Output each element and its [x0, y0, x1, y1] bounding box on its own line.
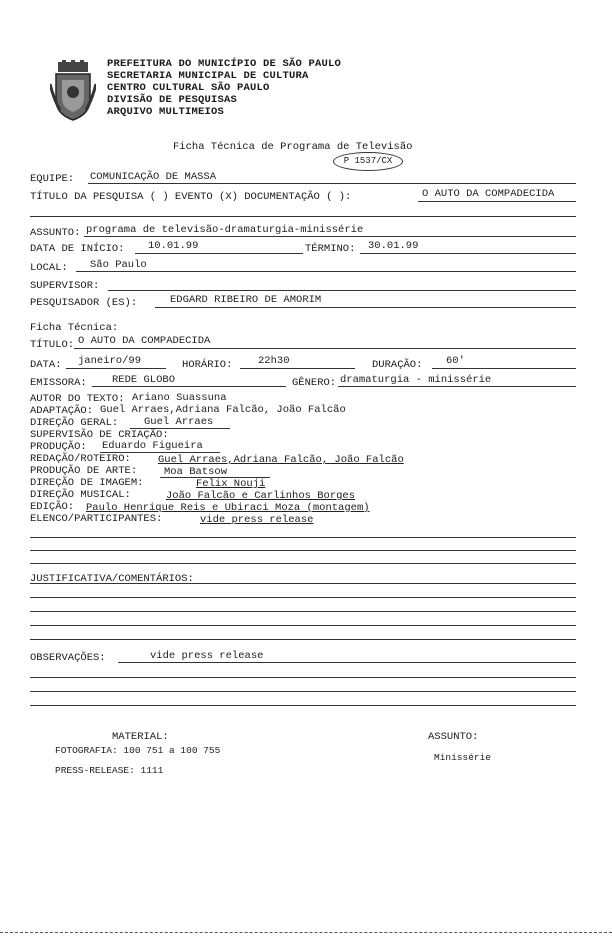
redacao-value: Guel Arraes,Adriana Falcão, João Falcão	[158, 454, 404, 466]
direcao-imagem-label: DIREÇÃO DE IMAGEM:	[30, 477, 144, 489]
edicao-value: Paulo Henrique Reis e Ubiraci Moza (montagem)	[86, 502, 370, 514]
ficha-titulo-label: TÍTULO:	[30, 339, 75, 351]
direcao-imagem-value: Felix Nouji	[196, 478, 266, 490]
equipe-label: EQUIPE:	[30, 173, 75, 185]
genero-value: dramaturgia - minissérie	[340, 374, 492, 386]
autor-label: AUTOR DO TEXTO:	[30, 393, 125, 405]
material-fotografia: FOTOGRAFIA: 100 751 a 100 755	[55, 745, 221, 756]
header-line-4: DIVISÃO DE PESQUISAS	[107, 94, 238, 106]
assunto-label: ASSUNTO:	[30, 227, 81, 239]
producao-label: PRODUÇÃO:	[30, 441, 87, 453]
emissora-label: EMISSORA:	[30, 377, 87, 389]
ficha-titulo-value: O AUTO DA COMPADECIDA	[78, 335, 211, 347]
local-label: LOCAL:	[30, 262, 68, 274]
horario-label: HORÁRIO:	[182, 359, 233, 371]
termino-value: 30.01.99	[368, 240, 419, 252]
genero-label: GÊNERO:	[292, 377, 337, 389]
data-inicio-label: DATA DE INÍCIO:	[30, 243, 125, 255]
assunto-box-heading: ASSUNTO:	[428, 731, 479, 743]
duracao-label: DURAÇÃO:	[372, 359, 423, 371]
termino-label: TÉRMINO:	[305, 243, 356, 255]
horario-value: 22h30	[258, 355, 290, 367]
data-inicio-value: 10.01.99	[148, 240, 199, 252]
header-line-5: ARQUIVO MULTIMEIOS	[107, 106, 225, 118]
redacao-label: REDAÇÃO/ROTEIRO:	[30, 453, 131, 465]
emissora-value: REDE GLOBO	[112, 374, 176, 386]
header-line-2: SECRETARIA MUNICIPAL DE CULTURA	[107, 70, 309, 82]
supervisao-label: SUPERVISÃO DE CRIAÇÃO:	[30, 429, 169, 441]
direcao-musical-label: DIREÇÃO MUSICAL:	[30, 489, 131, 501]
titulo-pesquisa-label: TÍTULO DA PESQUISA ( ) EVENTO (X) DOCUMENTAÇÃO ( ):	[30, 191, 352, 203]
titulo-pesquisa-value: O AUTO DA COMPADECIDA	[422, 188, 555, 200]
assunto-value: programa de televisão-dramaturgia-minissérie	[86, 224, 364, 236]
elenco-value: vide press release	[200, 514, 314, 526]
direcao-geral-label: DIREÇÃO GERAL:	[30, 417, 119, 429]
ficha-heading: Ficha Técnica:	[30, 322, 119, 334]
autor-value: Ariano Suassuna	[132, 392, 227, 404]
elenco-label: ELENCO/PARTICIPANTES:	[30, 513, 163, 525]
pesquisador-value: EDGARD RIBEIRO DE AMORIM	[170, 294, 322, 306]
edicao-label: EDIÇÃO:	[30, 501, 75, 513]
header-line-3: CENTRO CULTURAL SÃO PAULO	[107, 82, 270, 94]
ficha-data-value: janeiro/99	[78, 355, 142, 367]
duracao-value: 60'	[446, 355, 465, 367]
document-title: Ficha Técnica de Programa de Televisão	[173, 141, 413, 153]
supervisor-label: SUPERVISOR:	[30, 280, 100, 292]
adaptacao-label: ADAPTAÇÃO:	[30, 405, 94, 417]
observacoes-value: vide press release	[150, 650, 264, 662]
archive-stamp: P 1537/CX	[333, 152, 403, 171]
direcao-geral-value: Guel Arraes	[144, 416, 214, 428]
equipe-value: COMUNICAÇÃO DE MASSA	[90, 171, 217, 183]
producao-arte-value: Moa Batsow	[164, 466, 228, 478]
ficha-data-label: DATA:	[30, 359, 62, 371]
coat-of-arms-icon	[50, 60, 96, 122]
justificativa-label: JUSTIFICATIVA/COMENTÁRIOS:	[30, 573, 194, 585]
assunto-box-value: Minissérie	[434, 752, 492, 763]
producao-value: Eduardo Figueira	[102, 440, 203, 452]
header-line-1: PREFEITURA DO MUNICÍPIO DE SÃO PAULO	[107, 58, 342, 70]
adaptacao-value: Guel Arraes,Adriana Falcão, João Falcão	[100, 404, 346, 416]
producao-arte-label: PRODUÇÃO DE ARTE:	[30, 465, 138, 477]
material-press-release: PRESS-RELEASE: 1111	[55, 765, 164, 776]
material-heading: MATERIAL:	[112, 731, 169, 743]
observacoes-label: OBSERVAÇÕES:	[30, 652, 106, 664]
local-value: São Paulo	[90, 259, 147, 271]
direcao-musical-value: João Falcão e Carlinhos Borges	[166, 490, 356, 502]
pesquisador-label: PESQUISADOR (ES):	[30, 297, 138, 309]
